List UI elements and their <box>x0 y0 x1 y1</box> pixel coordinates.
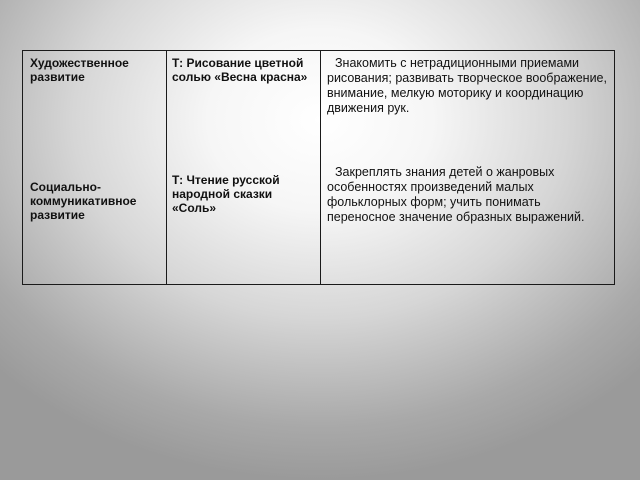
lesson-plan-table <box>22 50 615 285</box>
topic-cell <box>167 51 321 285</box>
area-label-art: Художественное развитие <box>30 56 129 84</box>
goal-reading: Закреплять знания детей о жанровых особенностях произведений малых фольклорных форм; учить понимать переносное значение образных выражений. <box>327 165 585 224</box>
goal-drawing: Знакомить с нетрадиционными приемами рисования; развивать творческое воображение, внимание, мелкую моторику и координацию движения рук. <box>327 56 607 115</box>
area-label-social: Социально-коммуникативное развитие <box>30 180 137 222</box>
topic-reading: Т: Чтение русской народной сказки «Соль» <box>172 173 280 215</box>
goal-cell <box>321 51 615 285</box>
topic-drawing: Т: Рисование цветной солью «Весна красна» <box>172 56 308 84</box>
area-cell <box>23 51 167 285</box>
table-row <box>23 51 615 285</box>
